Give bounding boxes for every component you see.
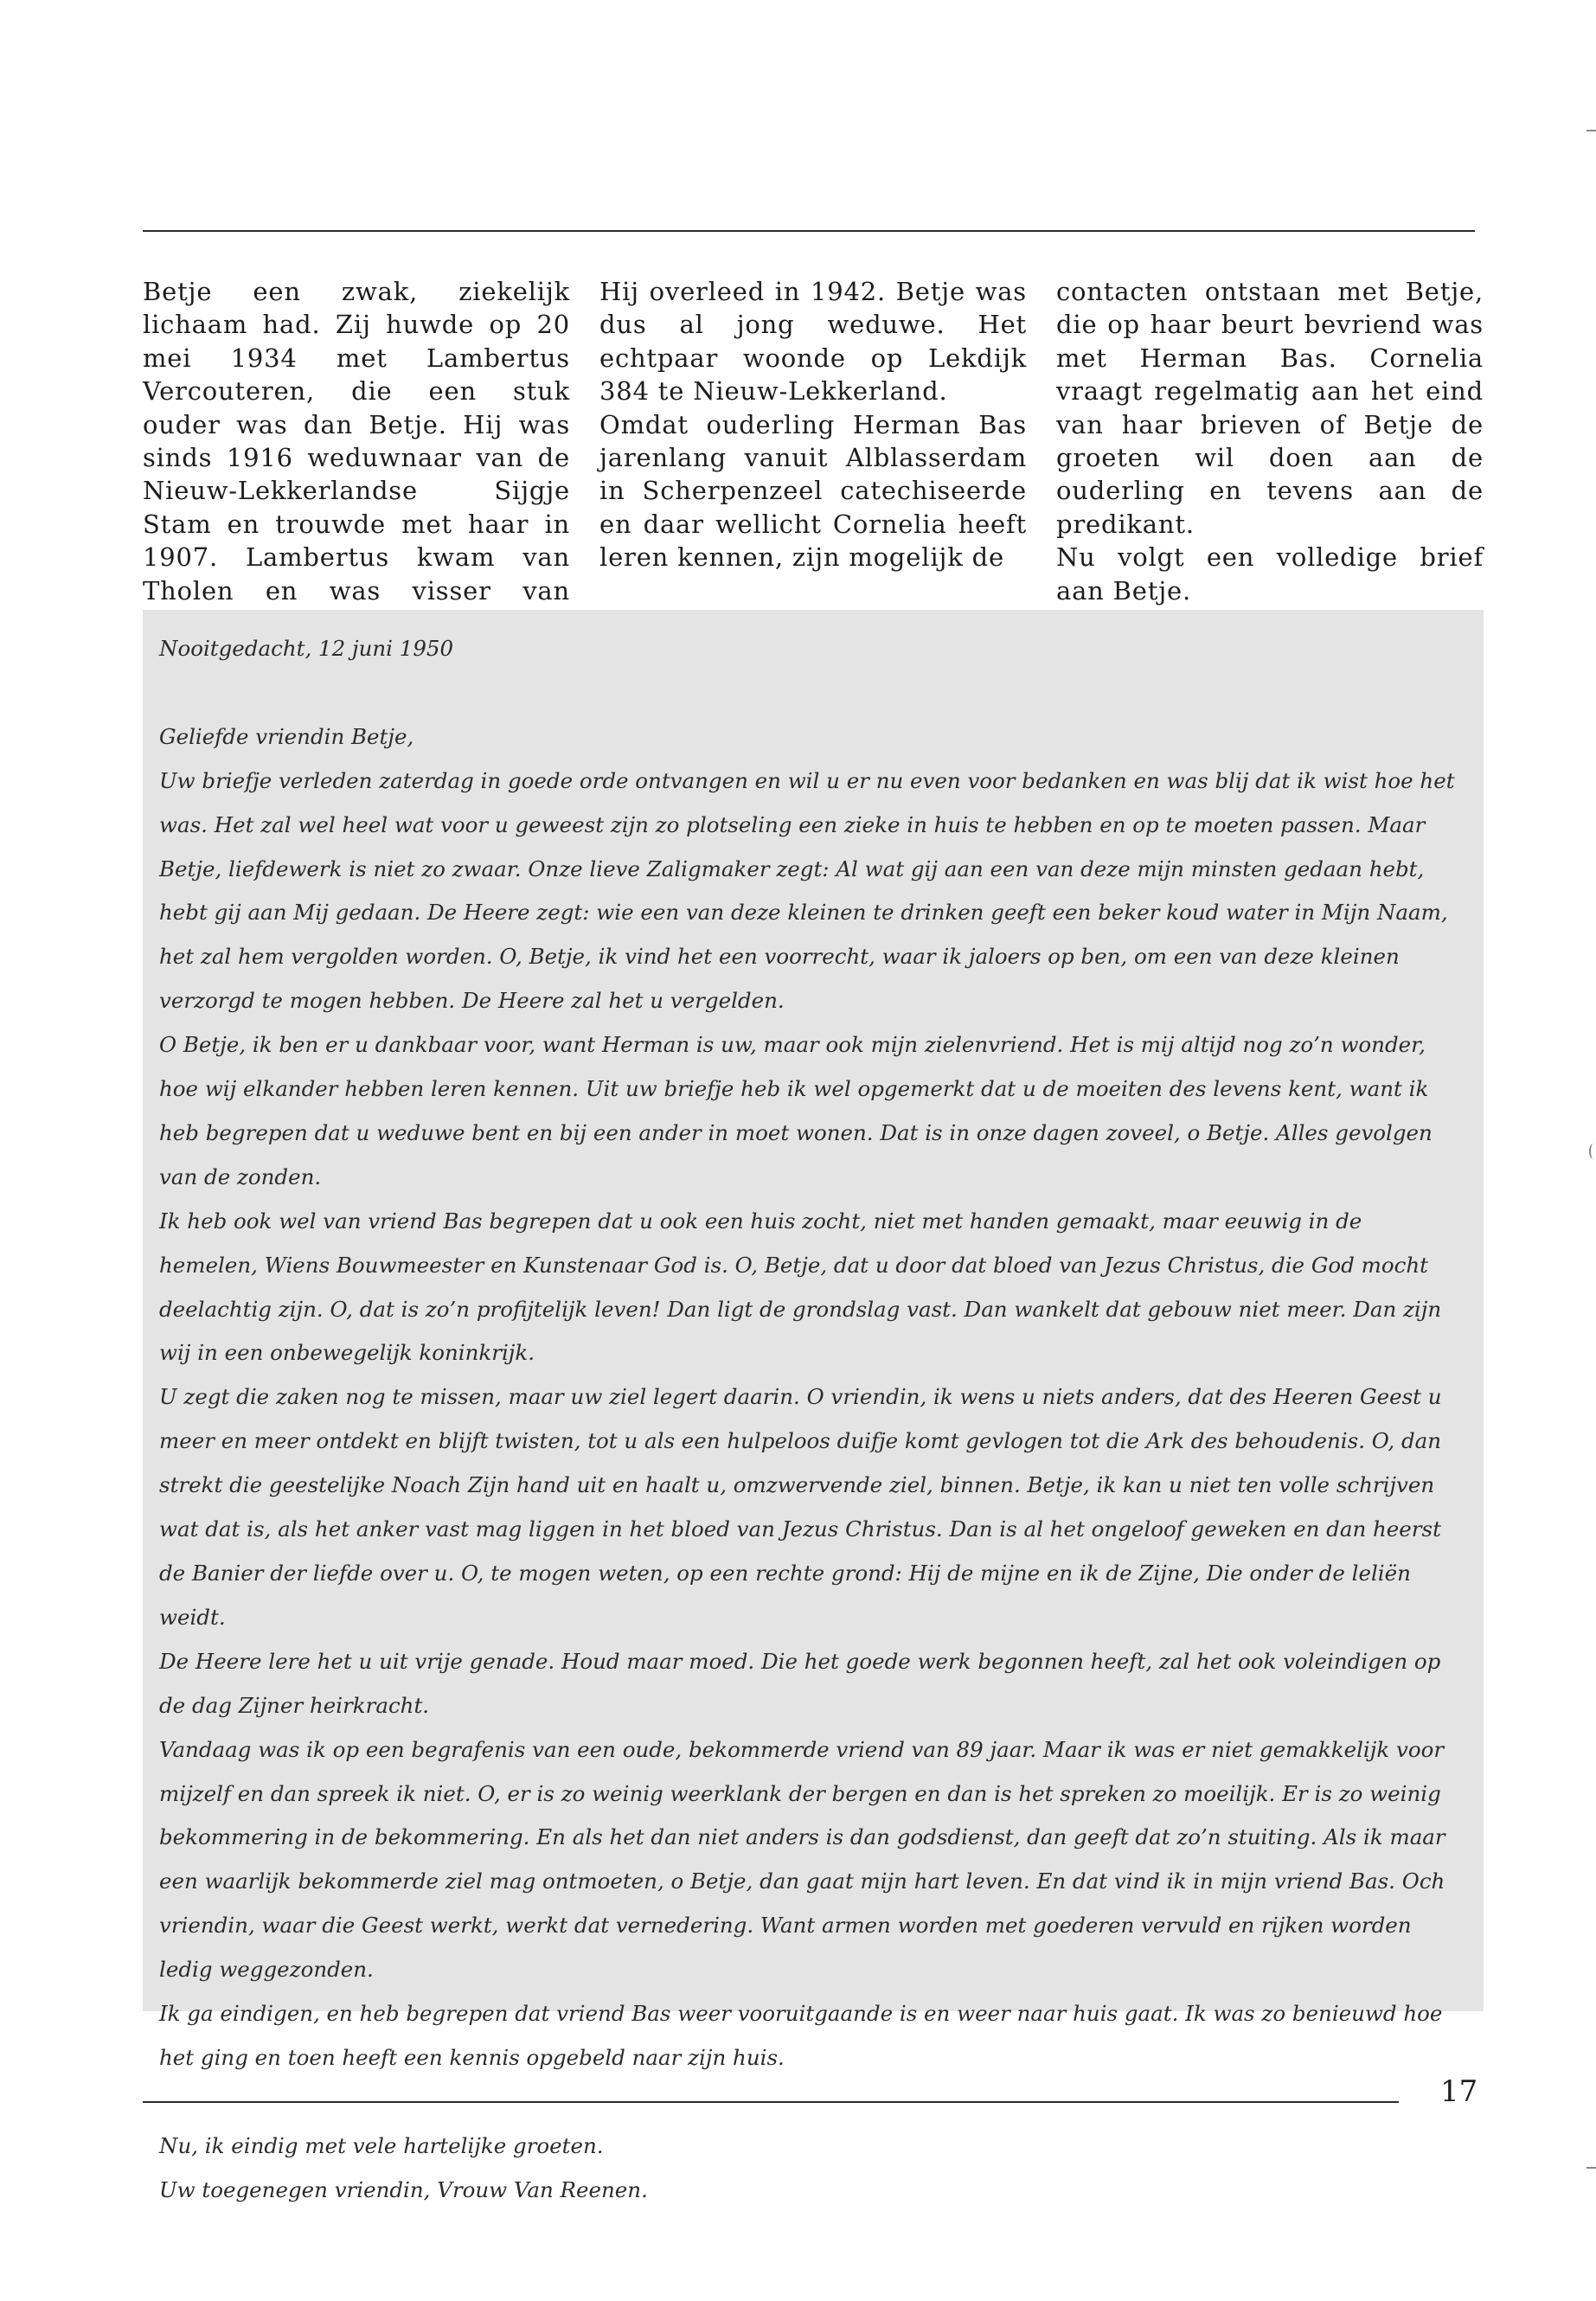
letter-paragraph: Vandaag was ik op een begrafenis van een oude, bekommerde vriend van 89 jaar. Maar ik was er niet gemakkelijk voor mijzelf en dan spreek ik niet. O, er is zo weinig weerklank der bergen en dan is het spreken zo moeilijk. Er is zo weinig bekommering in de bekommering. En als het dan niet anders is dan godsdienst, dan geeft dat zo’n stuiting. Als ik maar een waarlijk bekommerde ziel mag ontmoeten, o Betje, dan gaat mijn hart leven. En dat vind ik in mijn vriend Bas. Och vriendin, waar die Geest werkt, werkt dat vernedering. Want armen worden met goederen vervuld en rijken worden ledig weggezonden.	[159, 1736, 1445, 1983]
letter-place-date: Nooitgedacht, 12 juni 1950	[159, 636, 454, 661]
letter-spacer	[159, 671, 1466, 715]
column-1	[143, 275, 570, 640]
letter-salutation: Geliefde vriendin Betje,	[159, 723, 414, 749]
top-rule	[143, 230, 1475, 232]
crop-mark-icon	[1586, 2167, 1596, 2169]
letter-paragraph: Ik ga eindigen, en heb begrepen dat vriend Bas weer vooruitgaande is en weer naar huis gaat. Ik was zo benieuwd hoe het ging en toen heeft een kennis opgebeld naar zijn huis.	[159, 2001, 1443, 2070]
crop-mark-icon	[1586, 130, 1596, 131]
letter-paragraph: De Heere lere het u uit vrije genade. Houd maar moed. Die het goede werk begonnen heeft, zal het ook voleindigen op de dag Zijner heirkracht.	[159, 1648, 1441, 1718]
page-number: 17	[1440, 2074, 1478, 2109]
column-paragraph: Hij overleed in 1942. Betje was dus al jong weduwe. Het echtpaar woonde op Lekdijk 384 te Nieuw-Lekkerland.	[599, 277, 1027, 407]
column-paragraph: Nu volgt een volledige brief aan Betje.	[1056, 542, 1484, 606]
body-columns	[143, 275, 1484, 640]
column-paragraph: contacten ontstaan met Betje, die op haar beurt bevriend was met Herman Bas. Cornelia vraagt regelmatig aan het eind van haar brieven of Betje de groeten wil doen aan de ouderling en tevens aan de predikant.	[1056, 277, 1484, 539]
column-3	[1056, 275, 1484, 640]
letter-paragraph: O Betje, ik ben er u dankbaar voor, want Herman is uw, maar ook mijn zielenvriend. Het is mij altijd nog zo’n wonder, hoe wij elkander hebben leren kennen. Uit uw briefje heb ik wel opgemerkt dat u de moeiten des levens kent, want ik heb begrepen dat u weduwe bent en bij een ander in moet wonen. Dat is in onze dagen zoveel, o Betje. Alles gevolgen van de zonden.	[159, 1032, 1433, 1189]
letter-paragraph: Ik heb ook wel van vriend Bas begrepen dat u ook een huis zocht, niet met handen gemaakt, maar eeuwig in de hemelen, Wiens Bouwmeester en Kunstenaar God is. O, Betje, dat u door dat bloed van Jezus Christus, die God mocht deelachtig zijn. O, dat is zo’n profijtelijk leven! Dan ligt de grondslag vast. Dan wankelt dat gebouw niet meer. Dan zijn wij in een onbewegelijk koninkrijk.	[159, 1208, 1442, 1366]
letter-signature: Uw toegenegen vriendin, Vrouw Van Reenen.	[159, 2176, 648, 2202]
bottom-rule	[143, 2101, 1399, 2103]
column-paragraph: Omdat ouderling Herman Bas jarenlang vanuit Alblasserdam in Scherpenzeel catechiseerde en daar wellicht Cornelia heeft leren kennen, zijn mogelijk de	[599, 409, 1027, 573]
column-2	[599, 275, 1027, 640]
letter-paragraph: Uw briefje verleden zaterdag in goede orde ontvangen en wil u er nu even voor bedanken en was blij dat ik wist hoe het was. Het zal wel heel wat voor u geweest zijn zo plotseling een zieke in huis te hebben en op te moeten passen. Maar Betje, liefdewerk is niet zo zwaar. Onze lieve Zaligmaker zegt: Al wat gij aan een van deze mijn minsten gedaan hebt, hebt gij aan Mij gedaan. De Heere zegt: wie een van deze kleinen te drinken geeft een beker koud water in Mijn Naam, het zal hem vergolden worden. O, Betje, ik vind het een voorrecht, waar ik jaloers op ben, om een van deze kleinen verzorgd te mogen hebben. De Heere zal het u vergelden.	[159, 767, 1455, 1014]
registration-mark-icon	[1589, 1144, 1596, 1159]
letter-paragraph: U zegt die zaken nog te missen, maar uw ziel legert daarin. O vriendin, ik wens u niets anders, dat des Heeren Geest u meer en meer ontdekt en blijft twisten, tot u als een hulpeloos duifje komt gevlogen tot die Ark des behoudenis. O, dan strekt die geestelijke Noach Zijn hand uit en haalt u, omzwervende ziel, binnen. Betje, ik kan u niet ten volle schrijven wat dat is, als het anker vast mag liggen in het bloed van Jezus Christus. Dan is al het ongeloof geweken en dan heerst de Banier der liefde over u. O, te mogen weten, op een rechte grond: Hij de mijne en ik de Zijne, Die onder de leliën weidt.	[159, 1384, 1442, 1630]
column-paragraph: Betje een zwak, ziekelijk lichaam had. Zij huwde op 20 mei 1934 met Lambertus Vercouteren, die een stuk ouder was dan Betje. Hij was sinds 1916 weduwnaar van de Nieuw-Lekkerlandse Sijgje Stam en trouwde met haar in 1907. Lambertus kwam van Tholen en was visser van	[143, 277, 570, 606]
letter-closing: Nu, ik eindig met vele hartelijke groeten.	[159, 2132, 604, 2158]
